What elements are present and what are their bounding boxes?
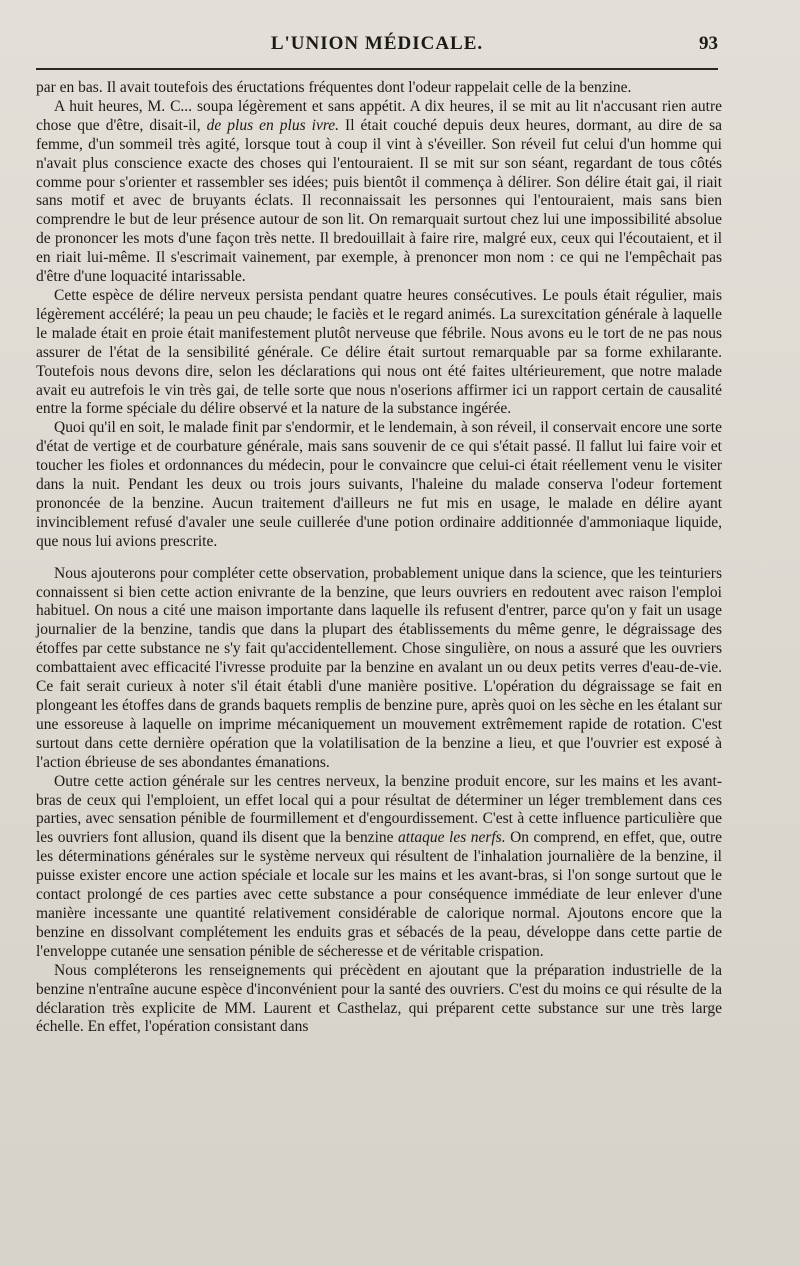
page-number: 93 [699, 33, 718, 54]
paragraph [36, 419, 722, 551]
text-run: par en bas. Il avait toutefois des éructations fréquentes dont l'odeur rappelait celle de la benzine. [36, 79, 632, 96]
text-run: Nous compléterons les renseignements qui précèdent en ajoutant que la préparation industrielle de la benzine n'entraîne aucune espèce d'inconvénient pour la santé des ouvriers. C'est du moins ce qui résulte de la déclaration très explicite de MM. Laurent et Casthelaz, qui préparent cette substance sur une très large échelle. En effet, l'opération consistant dans [36, 961, 722, 1036]
page-header [36, 30, 718, 60]
article-body [36, 79, 722, 1037]
paragraph [36, 79, 722, 98]
text-run: A huit heures, M. C... soupa légèrement et sans appétit. A dix heures, il se mit au lit n'accusant rien autre chose que d'être, disait-il, [36, 97, 722, 134]
italic-text: attaque les nerfs. [398, 829, 506, 847]
text-run: Nous ajouterons pour compléter cette observation, probablement unique dans la science, que les teinturiers connaissent si bien cette action enivrante de la benzine, que leurs ouvriers en redoutent avec raison l'emploi habituel. On nous a cité une maison importante dans laquelle ils refusent d'entrer, parce qu'on y fait un usage journalier de la benzine, tandis que dans la plupart des établissements du même genre, le dégraissage des étoffes par cette substance ne s'y fait qu'accidentellement. Chose singulière, on nous a assuré que les ouvriers combattaient avec efficacité l'ivresse produite par la benzine en avalant un ou deux petits verres d'eau-de-vie. Ce fait serait curieux à noter s'il était établi d'une manière positive. L'opération du dégraissage se fait en plongeant les étoffes dans de grands baquets remplis de benzine pure, après quoi on les sèche en les étalant sur une essoreuse à laquelle on imprime mécaniquement un mouvement extrêmement rapide de rotation. C'est surtout dans cette dernière opération que la volatilisation de la benzine a lieu, et que l'ouvrier est exposé à l'action ébrieuse de ses abondantes émanations. [36, 564, 722, 771]
header-rule [36, 68, 718, 70]
paragraph [36, 287, 722, 419]
text-run: Il était couché depuis deux heures, dormant, au dire de sa femme, d'un sommeil très agité, lorsque tout à coup il vint à s'éveiller. Son réveil fut celui d'un homme qui n'avait plus conscience exacte des choses qui l'entouraient. Il se mit sur son séant, regardant de tous côtés comme pour s'orienter et rassembler ses idées; puis bientôt il commença à délirer. Son délire était gai, il riait sans motif et avec de bruyants éclats. Il reconnaissait les personnes qui l'entouraient, mais sans bien comprendre le but de leur présence autour de son lit. On remarquait surtout chez lui une impossibilité absolue de prononcer les mots d'une façon très nette. Il bredouillait à faire rire, malgré eux, ceux qui l'écoutaient, et il en riait lui-même. Il s'escrimait vainement, par exemple, à prenoncer mon nom : ce qui ne l'empêchait pas d'être d'une loquacité intarissable. [36, 116, 722, 286]
paragraph [36, 962, 722, 1038]
running-title: L'UNION MÉDICALE. [270, 33, 484, 54]
text-run: Cette espèce de délire nerveux persista pendant quatre heures consécutives. Le pouls était régulier, mais légèrement accéléré; la peau un peu chaude; le faciès et le regard animés. La surexcitation générale à laquelle le malade était en proie était manifestement plutôt nerveuse que fébrile. Nous avons eu le tort de ne pas nous assurer de l'état de la sensibilité générale. Ce délire était surtout remarquable par sa forme exhilarante. Toutefois nous devons dire, selon les déclarations qui nous ont été faites ultérieurement, que notre malade avait eu autrefois le vin très gai, de telle sorte que nous n'oserions affirmer ici un rapport certain de causalité entre la forme spéciale du délire observé et la nature de la substance ingérée. [36, 286, 722, 418]
text-run: Outre cette action générale sur les centres nerveux, la benzine produit encore, sur les mains et les avant-bras de ceux qui l'emploient, un effet local qui a pour résultat de déterminer un léger tremblement dans ces parties, avec sensation pénible de fourmillement et d'engourdissement. C'est à cette influence particulière que les ouvriers font allusion, quand ils disent que la benzine [36, 772, 722, 847]
paragraph [36, 565, 722, 773]
text-run: On comprend, en effet, que, outre les déterminations générales sur le système nerveux qui résultent de l'inhalation journalière de la benzine, il puisse exister encore une action spéciale et locale sur les mains et les avant-bras, si l'on songe surtout que le contact prolongé de ces parties avec cette substance a pour conséquence immédiate de leur enlever d'une manière incessante une quantité relativement considérable de calorique normal. Ajoutons encore que la benzine en dissolvant complétement les enduits gras et sébacés de la peau, développe dans cette partie de l'enveloppe cutanée une sensation pénible de sécheresse et de véritable crispation. [36, 829, 722, 960]
paragraph [36, 98, 722, 287]
paragraph [36, 773, 722, 962]
text-run: Quoi qu'il en soit, le malade finit par s'endormir, et le lendemain, à son réveil, il conservait encore une sorte d'état de vertige et de courbature générale, mais sans souvenir de ce qui s'était passé. Il fallut lui faire voir et toucher les fioles et ordonnances du médecin, pour le convaincre que celui-ci était réellement venu le visiter dans la nuit. Pendant les deux ou trois jours suivants, l'haleine du malade conserva l'odeur fortement prononcée de la benzine. Aucun traitement d'ailleurs ne fut mis en usage, le malade en délire ayant invinciblement refusé d'avaler une seule cuillerée d'une potion ordinaire additionnée d'ammoniaque liquide, que nous lui avions prescrite. [36, 419, 722, 550]
italic-text: de plus en plus ivre. [206, 116, 340, 134]
